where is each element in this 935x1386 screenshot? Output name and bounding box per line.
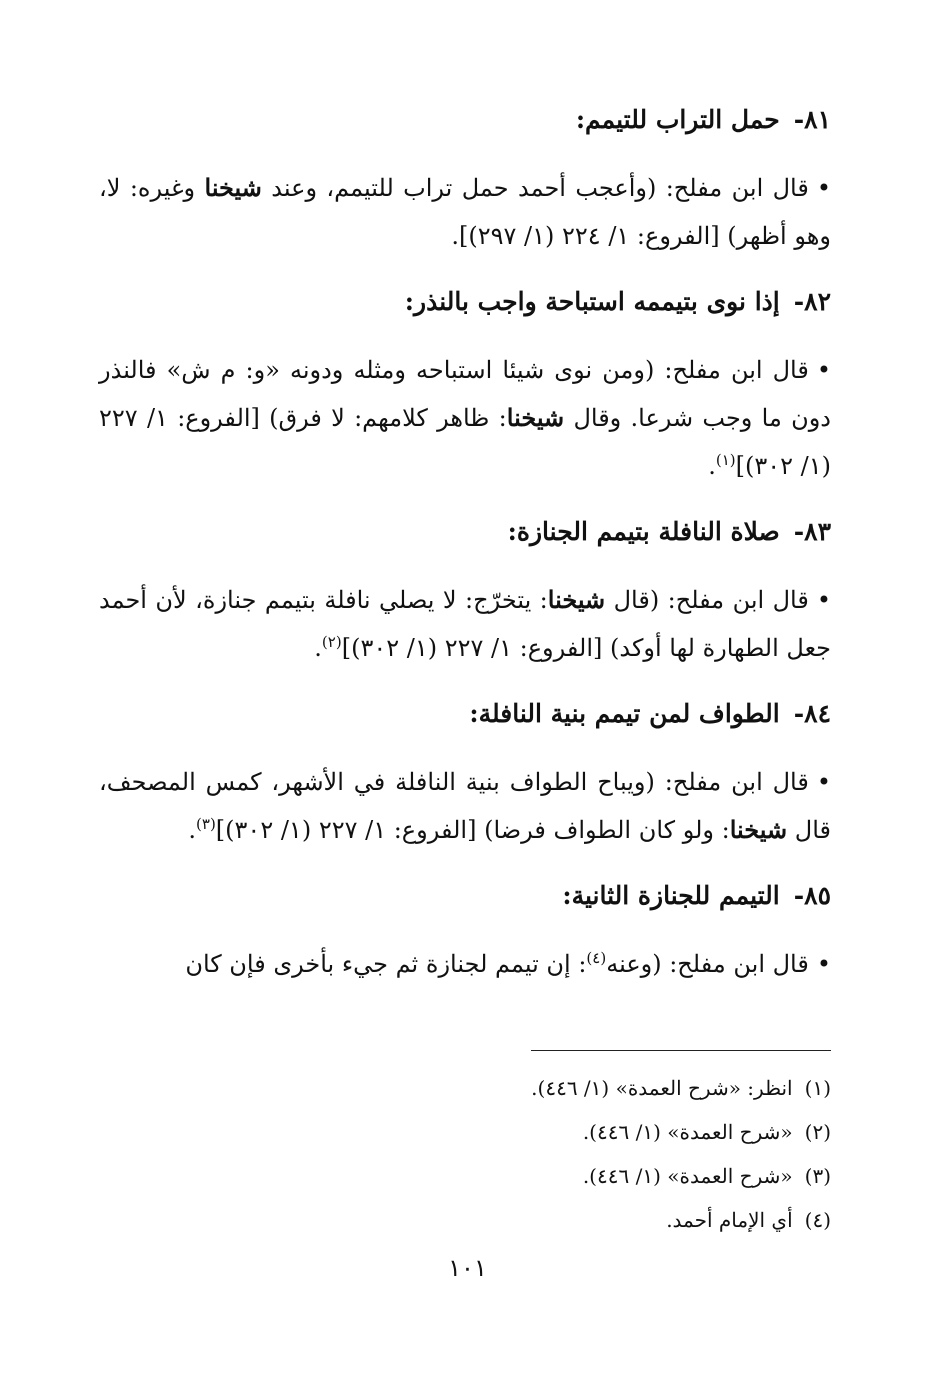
section-paragraph-81 — [99, 164, 831, 260]
footnote-marker-3: (٣) — [196, 815, 216, 833]
footnote-text: أي الإمام أحمد. — [666, 1208, 793, 1232]
footnote-marker-1: (١) — [715, 451, 736, 469]
section-title: الطواف لمن تيمم بنية النافلة: — [469, 699, 780, 728]
paragraph-text-start: قال ابن مفلح: (قال — [605, 586, 809, 614]
section-title: إذا نوى بتيممه استباحة واجب بالنذر: — [404, 287, 780, 316]
paragraph-text-bold: شيخنا — [729, 815, 788, 844]
paragraph-period: . — [708, 452, 716, 480]
section-heading-83 — [99, 512, 831, 552]
footnote-number: (٢) — [804, 1120, 831, 1144]
paragraph-text-start: قال ابن مفلح: (ويباح الطواف بنية النافلة في الأشهر، كمس المصحف، قال — [99, 768, 831, 844]
footnote-text: «شرح العمدة» (١/ ٤٤٦). — [582, 1120, 793, 1144]
section-paragraph-84 — [99, 758, 831, 854]
section-paragraph-82 — [99, 346, 831, 490]
paragraph-text-end: وغيره: لا، وهو أظهر) [الفروع: ١/ ٢٢٤ (١/ ٢٩٧)]. — [99, 174, 831, 250]
footnote-number: (١) — [804, 1076, 831, 1100]
section-number: ٨١- — [793, 105, 831, 134]
section-number: ٨٤- — [793, 699, 831, 728]
page-content — [99, 100, 831, 1010]
footnote-marker-4: (٤) — [586, 949, 607, 967]
footnote-4 — [231, 1198, 831, 1242]
footnote-number: (٣) — [804, 1164, 831, 1188]
section-paragraph-83 — [99, 576, 831, 672]
section-heading-82 — [99, 282, 831, 322]
footnote-3 — [231, 1154, 831, 1198]
section-number: ٨٥- — [793, 881, 831, 910]
section-title: التيمم للجنازة الثانية: — [562, 881, 780, 910]
paragraph-text-start: قال ابن مفلح: (وأعجب أحمد حمل تراب للتيمم، وعند — [261, 174, 809, 202]
bullet-icon: • — [816, 174, 832, 202]
footnote-divider — [531, 1050, 831, 1051]
paragraph-text-end: : يتخرّج: لا يصلي نافلة بتيمم جنازة، لأن أحمد جعل الطهارة لها أوكد) [الفروع: ١/ ٢٢٧ (١/ ٣٠٢)] — [99, 586, 831, 662]
section-title: حمل التراب للتيمم: — [575, 105, 780, 134]
paragraph-text-bold: شيخنا — [547, 585, 606, 614]
bullet-icon: • — [816, 950, 831, 978]
footnote-1 — [231, 1066, 831, 1110]
footnote-2 — [231, 1110, 831, 1154]
paragraph-period: . — [314, 634, 322, 662]
section-paragraph-85 — [99, 940, 831, 988]
paragraph-text-end: : ظاهر كلامهم: لا فرق) [الفروع: ١/ ٢٢٧ (١/ ٣٠٢)] — [99, 404, 831, 480]
footnote-text: انظر: «شرح العمدة» (١/ ٤٤٦). — [531, 1076, 793, 1100]
bullet-icon: • — [816, 356, 831, 384]
footnote-marker-2: (٢) — [321, 633, 342, 651]
section-heading-85 — [99, 876, 831, 916]
footnote-number: (٤) — [804, 1208, 831, 1232]
paragraph-text-start: قال ابن مفلح: (ومن نوى شيئا استباحه ومثله ودونه «و: م ش» فالنذر دون ما وجب شرعا. وقال — [99, 356, 831, 432]
section-heading-81 — [99, 100, 831, 140]
paragraph-text-end: : إن تيمم لجنازة ثم جيء بأخرى فإن كان — [185, 950, 587, 978]
section-number: ٨٣- — [793, 517, 831, 546]
section-heading-84 — [99, 694, 831, 734]
section-number: ٨٢- — [793, 287, 831, 316]
bullet-icon: • — [816, 768, 831, 796]
page-number: ١٠١ — [448, 1254, 487, 1282]
section-title: صلاة النافلة بتيمم الجنازة: — [507, 517, 780, 546]
bullet-icon: • — [816, 586, 831, 614]
paragraph-text-bold: شيخنا — [506, 403, 565, 432]
footnote-text: «شرح العمدة» (١/ ٤٤٦). — [582, 1164, 793, 1188]
footnotes — [231, 1066, 831, 1242]
paragraph-text-bold: شيخنا — [204, 173, 262, 202]
paragraph-text-end: : ولو كان الطواف فرضا) [الفروع: ١/ ٢٢٧ (١/ ٣٠٢)] — [215, 816, 730, 844]
paragraph-text-start: قال ابن مفلح: (وعنه — [606, 950, 809, 978]
paragraph-period: . — [188, 816, 197, 844]
